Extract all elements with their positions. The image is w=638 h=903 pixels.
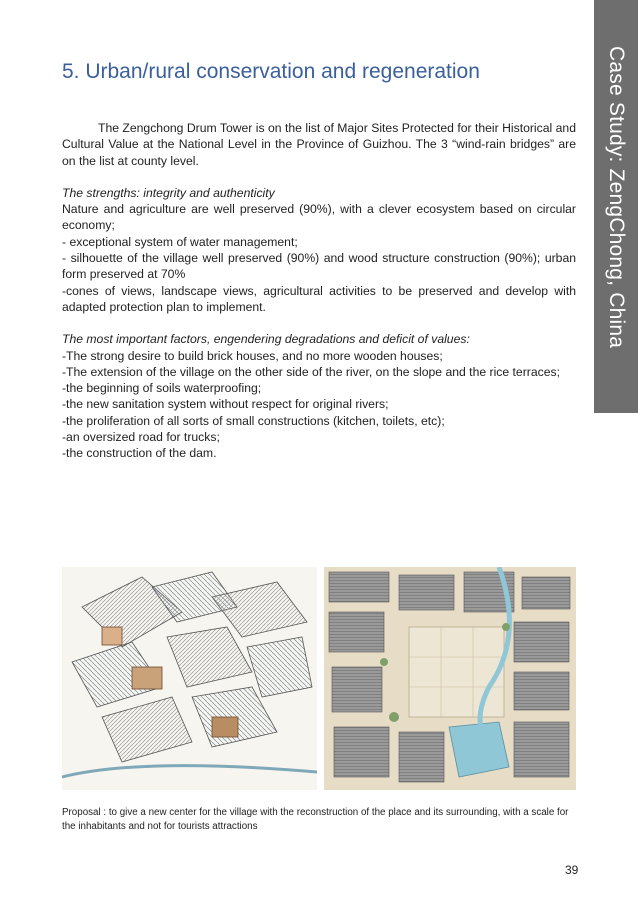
factor-item: -an oversized road for trucks; [62, 430, 220, 445]
factor-item: -the construction of the dam. [62, 446, 217, 461]
factors-heading: The most important factors, engendering degradations and deficit of values: [62, 332, 470, 347]
factor-item: -the new sanitation system without respect for original rivers; [62, 397, 389, 412]
factor-item: -The extension of the village on the other side of the river, on the slope and the rice terraces; [62, 364, 560, 379]
strength-item: - silhouette of the village well preserved (90%) and wood structure construction (90%); urban form preserved at 70% [62, 251, 576, 282]
factor-item: -the beginning of soils waterproofing; [62, 381, 262, 396]
figure-caption: Proposal : to give a new center for the village with the reconstruction of the place and its surrounding, with a scale for the inhabitants and not for tourists attractions [62, 807, 569, 832]
village-sketch-image [62, 567, 317, 790]
strength-item: -cones of views, landscape views, agricultural activities to be preserved and develop with adapted protection plan to implement. [62, 283, 576, 314]
section-title: 5. Urban/rural conservation and regeneration [62, 60, 480, 83]
village-plan-illustration [324, 567, 576, 790]
factor-item: -The strong desire to build brick houses, and no more wooden houses; [62, 348, 443, 363]
side-tab-label: Case Study: ZengChong, China [605, 46, 628, 349]
strengths-heading: The strengths: integrity and authenticity [62, 185, 275, 200]
factor-item: -the proliferation of all sorts of small constructions (kitchen, toilets, etc); [62, 413, 445, 428]
strength-item: - exceptional system of water management; [62, 234, 298, 249]
village-sketch-illustration [62, 567, 317, 790]
strength-item: Nature and agriculture are well preserved (90%), with a clever ecosystem based on circular economy; [62, 202, 576, 233]
side-tab [594, 0, 638, 903]
page-number: 39 [565, 863, 579, 877]
body-text [62, 120, 576, 462]
intro-paragraph: The Zengchong Drum Tower is on the list of Major Sites Protected for their Historical and Cultural Value at the National Level in the Province of Guizhou. The 3 “wind-rain bridges” are on the list at county level. [62, 121, 576, 168]
village-plan-image [324, 567, 576, 790]
